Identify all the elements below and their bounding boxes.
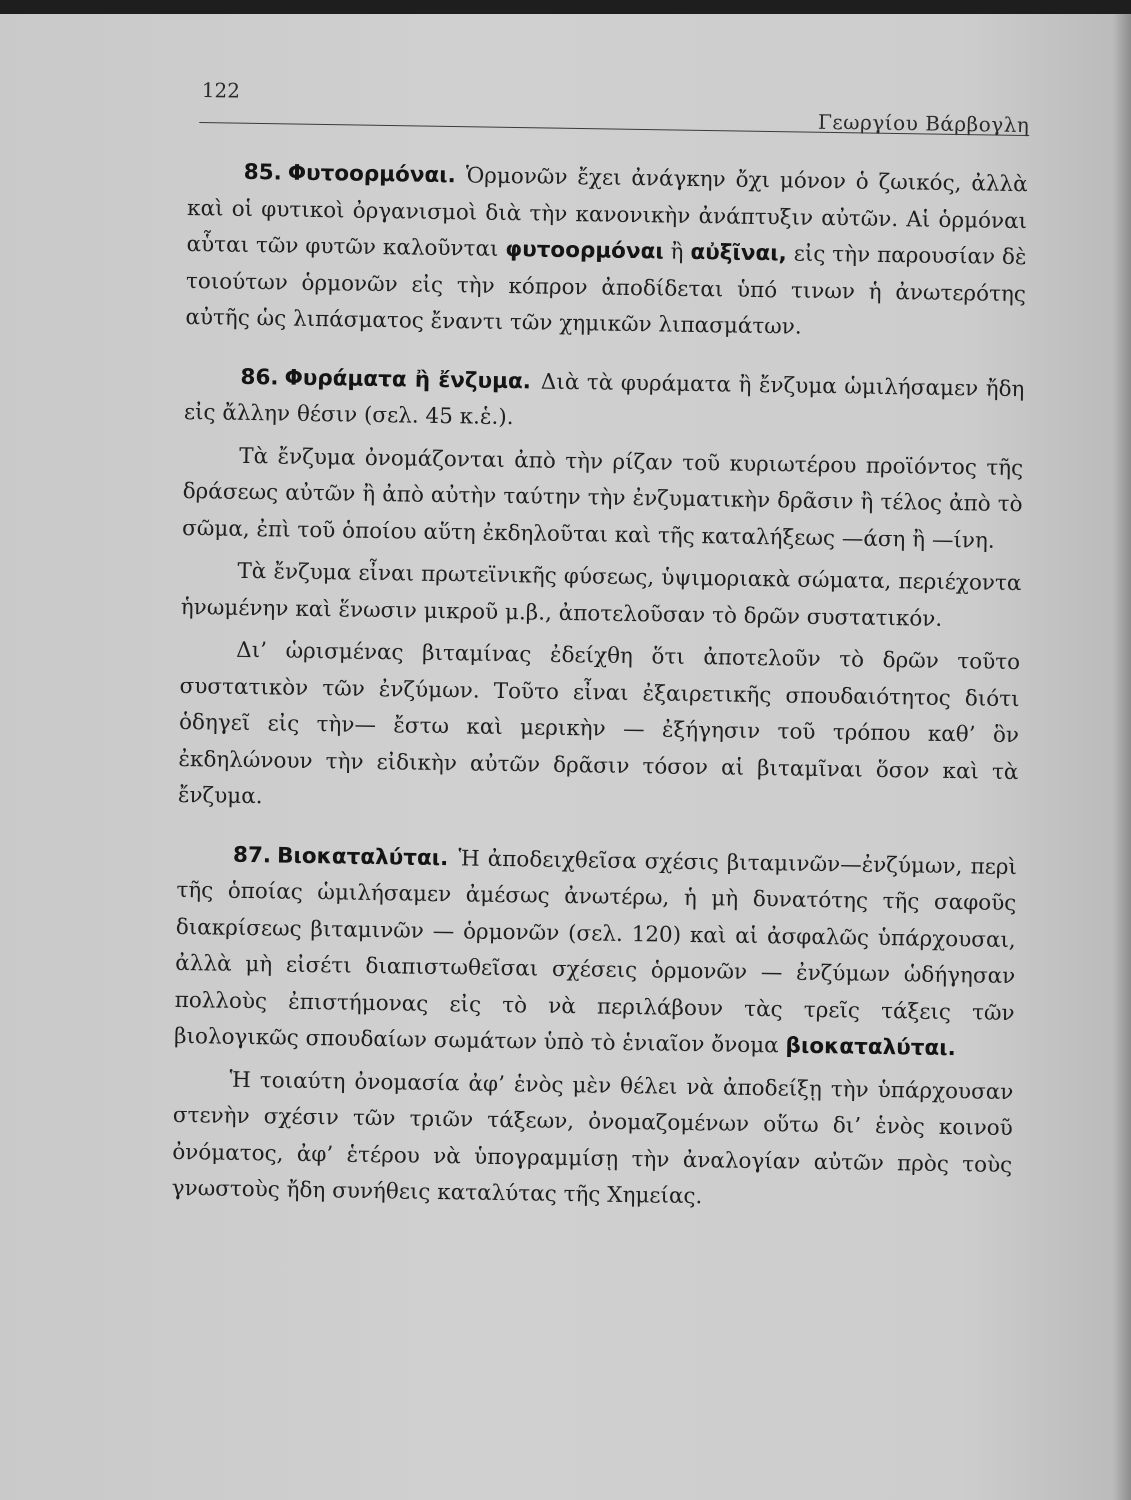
- running-title: Γεωργίου Βάρβογλη: [817, 109, 1030, 138]
- scan-top-edge: [0, 0, 1131, 14]
- section-title: Φυράματα ἢ ἔνζυμα.: [284, 365, 532, 394]
- paragraph-text: Ἡ ἀποδειχθεῖσα σχέσις βιταμινῶν—ἐνζύμων, περὶ τῆς ὁποίας ὡμιλήσαμεν ἀμέσως ἀνωτέρω, ἡ μὴ δυνατότης τῆς σαφοῦς διακρίσεως βιταμινῶν — ὁρμονῶν (σελ. 120) καὶ αἱ ἀσφαλῶς ὑπάρχουσαι, ἀλλὰ μὴ εἰσέτι διαπιστωθεῖσαι σχέσεις ὁρμονῶν — ἐνζύμων ὡδήγησαν πολλοὺς ἐπιστήμονας εἰς τὸ νὰ περιλάβουν τὰς τρεῖς τάξεις τῶν βιολογικῶς σπουδαίων σωμάτων ὑπὸ τὸ ἑνιαῖον ὄνομα: [173, 845, 1018, 1059]
- section-number: 86.: [240, 364, 279, 390]
- section-number: 85.: [243, 159, 283, 186]
- bold-term: βιοκαταλύται.: [785, 1033, 956, 1062]
- paragraph-text: ἢ: [670, 239, 684, 265]
- page-body: [171, 154, 1028, 1243]
- section-86-paragraph-3: Τὰ ἔνζυμα εἶναι πρωτεϊνικῆς φύσεως, ὑψιμοριακὰ σώματα, περιέχοντα ἡνωμένην καὶ ἕνωσιν μικροῦ μ.β., ἀποτελοῦσαν τὸ δρῶν συστατικόν.: [180, 558, 1022, 632]
- section-86-paragraph-1: [184, 358, 1025, 444]
- paragraph-text: εἰς τὴν παρουσίαν δὲ τοιούτων ὁρμονῶν εἰς τὴν κόπρον ἀποδίδεται ὑπό τινων ἡ ἀνωτερότης αὐτῆς ὡς λιπάσματος ἔναντι τῶν χημικῶν λιπασμάτων.: [185, 241, 1027, 340]
- section-86: [178, 358, 1025, 827]
- section-86-paragraph-2: Τὰ ἔνζυμα ὀνομάζονται ἀπὸ τὴν ρίζαν τοῦ κυριωτέρου προϊόντος τῆς δράσεως αὐτῶν ἢ ἀπὸ αὐτὴν ταύτην τὴν ἐνζυματικὴν δρᾶσιν ἢ τέλος ἀπὸ τὸ σῶμα, ἐπὶ τοῦ ὁποίου αὕτη ἐκδηλοῦται καὶ τῆς καταλήξεως —άση ἢ —ίνη.: [181, 443, 1024, 554]
- section-title: Βιοκαταλύται.: [276, 842, 449, 871]
- section-86-paragraph-4: Δι’ ὡρισμένας βιταμίνας ἐδείχθη ὅτι ἀποτελοῦν τὸ δρῶν τοῦτο συστατικὸν τῶν ἐνζύμων. Τοῦτο εἶναι ἐξαιρετικῆς σπουδαιότητος διότι ὁδηγεῖ εἰς τὴν— ἔστω καὶ μερικὴν — ἐξήγησιν τοῦ τρόπου καθ’ ὃν ἐκδηλώνουν τὴν εἰδικὴν αὐτῶν δρᾶσιν τόσον αἱ βιταμῖναι ὅσον καὶ τὰ ἔνζυμα.: [177, 637, 1021, 810]
- section-87-paragraph-1: [174, 836, 1017, 1068]
- paragraph-text: Διὰ τὰ φυράματα ἢ ἔνζυμα ὡμιλήσαμεν ἤδη εἰς ἄλλην θέσιν (σελ. 45 κ.ἑ.).: [183, 369, 1025, 431]
- paragraph-text: Ὁρμονῶν ἔχει ἀνάγκην ὄχι μόνον ὁ ζωικός, ἀλλὰ καὶ οἱ φυτικοὶ ὀργανισμοὶ διὰ τὴν κανονικὴν ἀνάπτυξιν αὐτῶν. Αἱ ὁρμόναι αὗται τῶν φυτῶν καλοῦνται: [186, 163, 1028, 262]
- page-number: 122: [201, 78, 241, 103]
- page-header: [199, 78, 1030, 151]
- book-page: [0, 14, 1131, 1500]
- section-85: [185, 154, 1028, 350]
- section-number: 87.: [232, 842, 272, 868]
- section-title: Φυτοορμόναι.: [287, 160, 456, 189]
- bold-term: φυτοορμόναι: [505, 236, 664, 265]
- section-87-paragraph-2: Ἡ τοιαύτη ὀνομασία ἀφ’ ἑνὸς μὲν θέλει νὰ ἀποδείξῃ τὴν ὑπάρχουσαν στενὴν σχέσιν τῶν τριῶν τάξεων, ὀνομαζομένων οὕτω δι’ ἑνὸς κοινοῦ ὀνόματος, ἀφ’ ἑτέρου νὰ ὑπογραμμίσῃ τὴν ἀναλογίαν αὐτῶν πρὸς τοὺς γνωστοὺς ἤδη συνήθεις καταλύτας τῆς Χημείας.: [171, 1067, 1014, 1210]
- bold-term: αὐξῖναι,: [690, 239, 787, 267]
- section-87: [171, 836, 1017, 1220]
- section-85-paragraph-1: [185, 154, 1028, 350]
